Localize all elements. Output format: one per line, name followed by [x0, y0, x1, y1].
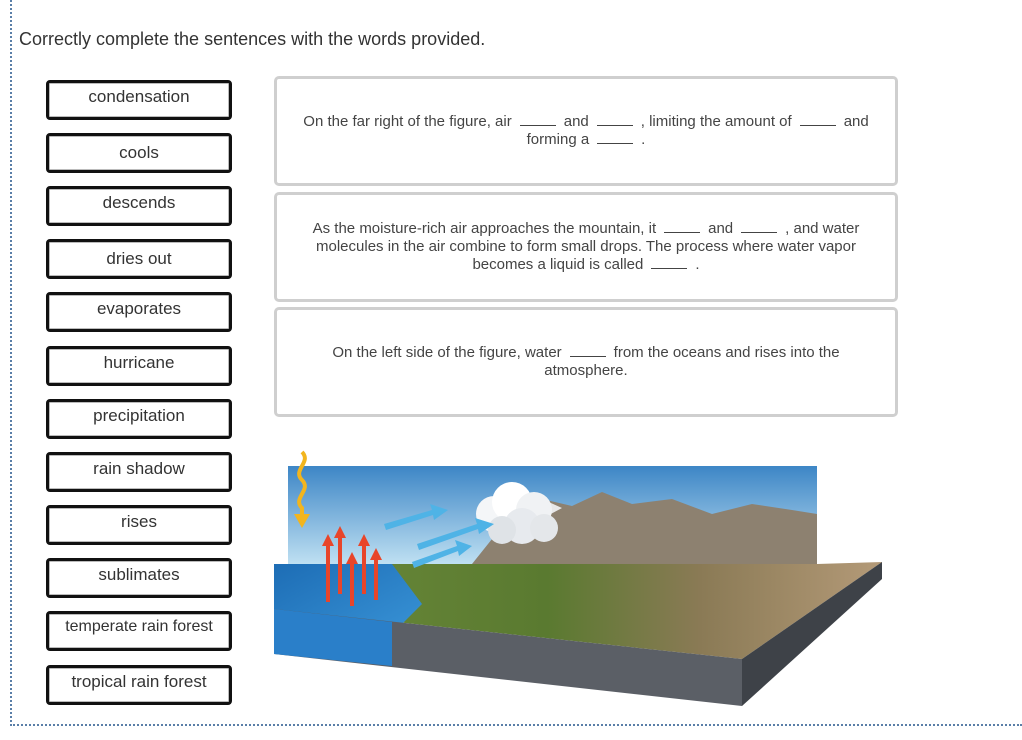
sentence-text: , and water molecules in the air combine to form small drops. The process where water vapor becomes a liquid is called — [316, 220, 860, 273]
word-chip-rises[interactable]: rises — [46, 505, 232, 545]
sentence-text: As the moisture-rich air approaches the mountain, it — [312, 220, 657, 237]
sentence-text: . — [695, 256, 700, 273]
word-chip-precipitation[interactable]: precipitation — [46, 399, 232, 439]
word-chip-temperate-rain-forest[interactable]: temperate rain forest — [46, 611, 232, 651]
sentence-3-text — [301, 344, 871, 380]
sentence-2-text — [301, 220, 871, 274]
sentence-box-2[interactable] — [274, 192, 898, 302]
sentence-text: from the oceans and rises into the atmosphere. — [544, 344, 840, 379]
drop-blank[interactable] — [741, 222, 777, 233]
question-prompt: Correctly complete the sentences with the words provided. — [19, 29, 486, 49]
rain-shadow-figure — [272, 444, 887, 710]
sentence-box-1[interactable] — [274, 76, 898, 186]
drop-blank[interactable] — [570, 346, 606, 357]
word-chip-descends[interactable]: descends — [46, 186, 232, 226]
sentence-text: . — [641, 131, 646, 148]
sentence-1-text — [301, 113, 871, 149]
drop-blank[interactable] — [800, 115, 836, 126]
word-chip-hurricane[interactable]: hurricane — [46, 346, 232, 386]
drop-blank[interactable] — [651, 258, 687, 269]
sentence-text: On the far right of the figure, air — [303, 113, 512, 130]
drop-blank[interactable] — [597, 115, 633, 126]
word-chip-dries-out[interactable]: dries out — [46, 239, 232, 279]
sentence-text: and forming a — [526, 113, 869, 148]
sentence-text: and — [708, 220, 734, 237]
word-chip-sublimates[interactable]: sublimates — [46, 558, 232, 598]
sentence-text: and — [563, 113, 589, 130]
word-chip-rain-shadow[interactable]: rain shadow — [46, 452, 232, 492]
word-chip-evaporates[interactable]: evaporates — [46, 292, 232, 332]
word-chip-cools[interactable]: cools — [46, 133, 232, 173]
sentence-text: On the left side of the figure, water — [332, 344, 562, 361]
word-chip-tropical-rain-forest[interactable]: tropical rain forest — [46, 665, 232, 705]
word-chip-condensation[interactable]: condensation — [46, 80, 232, 120]
sentence-box-3[interactable] — [274, 307, 898, 417]
sentence-text: , limiting the amount of — [640, 113, 792, 130]
drop-blank[interactable] — [520, 115, 556, 126]
drop-blank[interactable] — [664, 222, 700, 233]
drop-blank[interactable] — [597, 133, 633, 144]
